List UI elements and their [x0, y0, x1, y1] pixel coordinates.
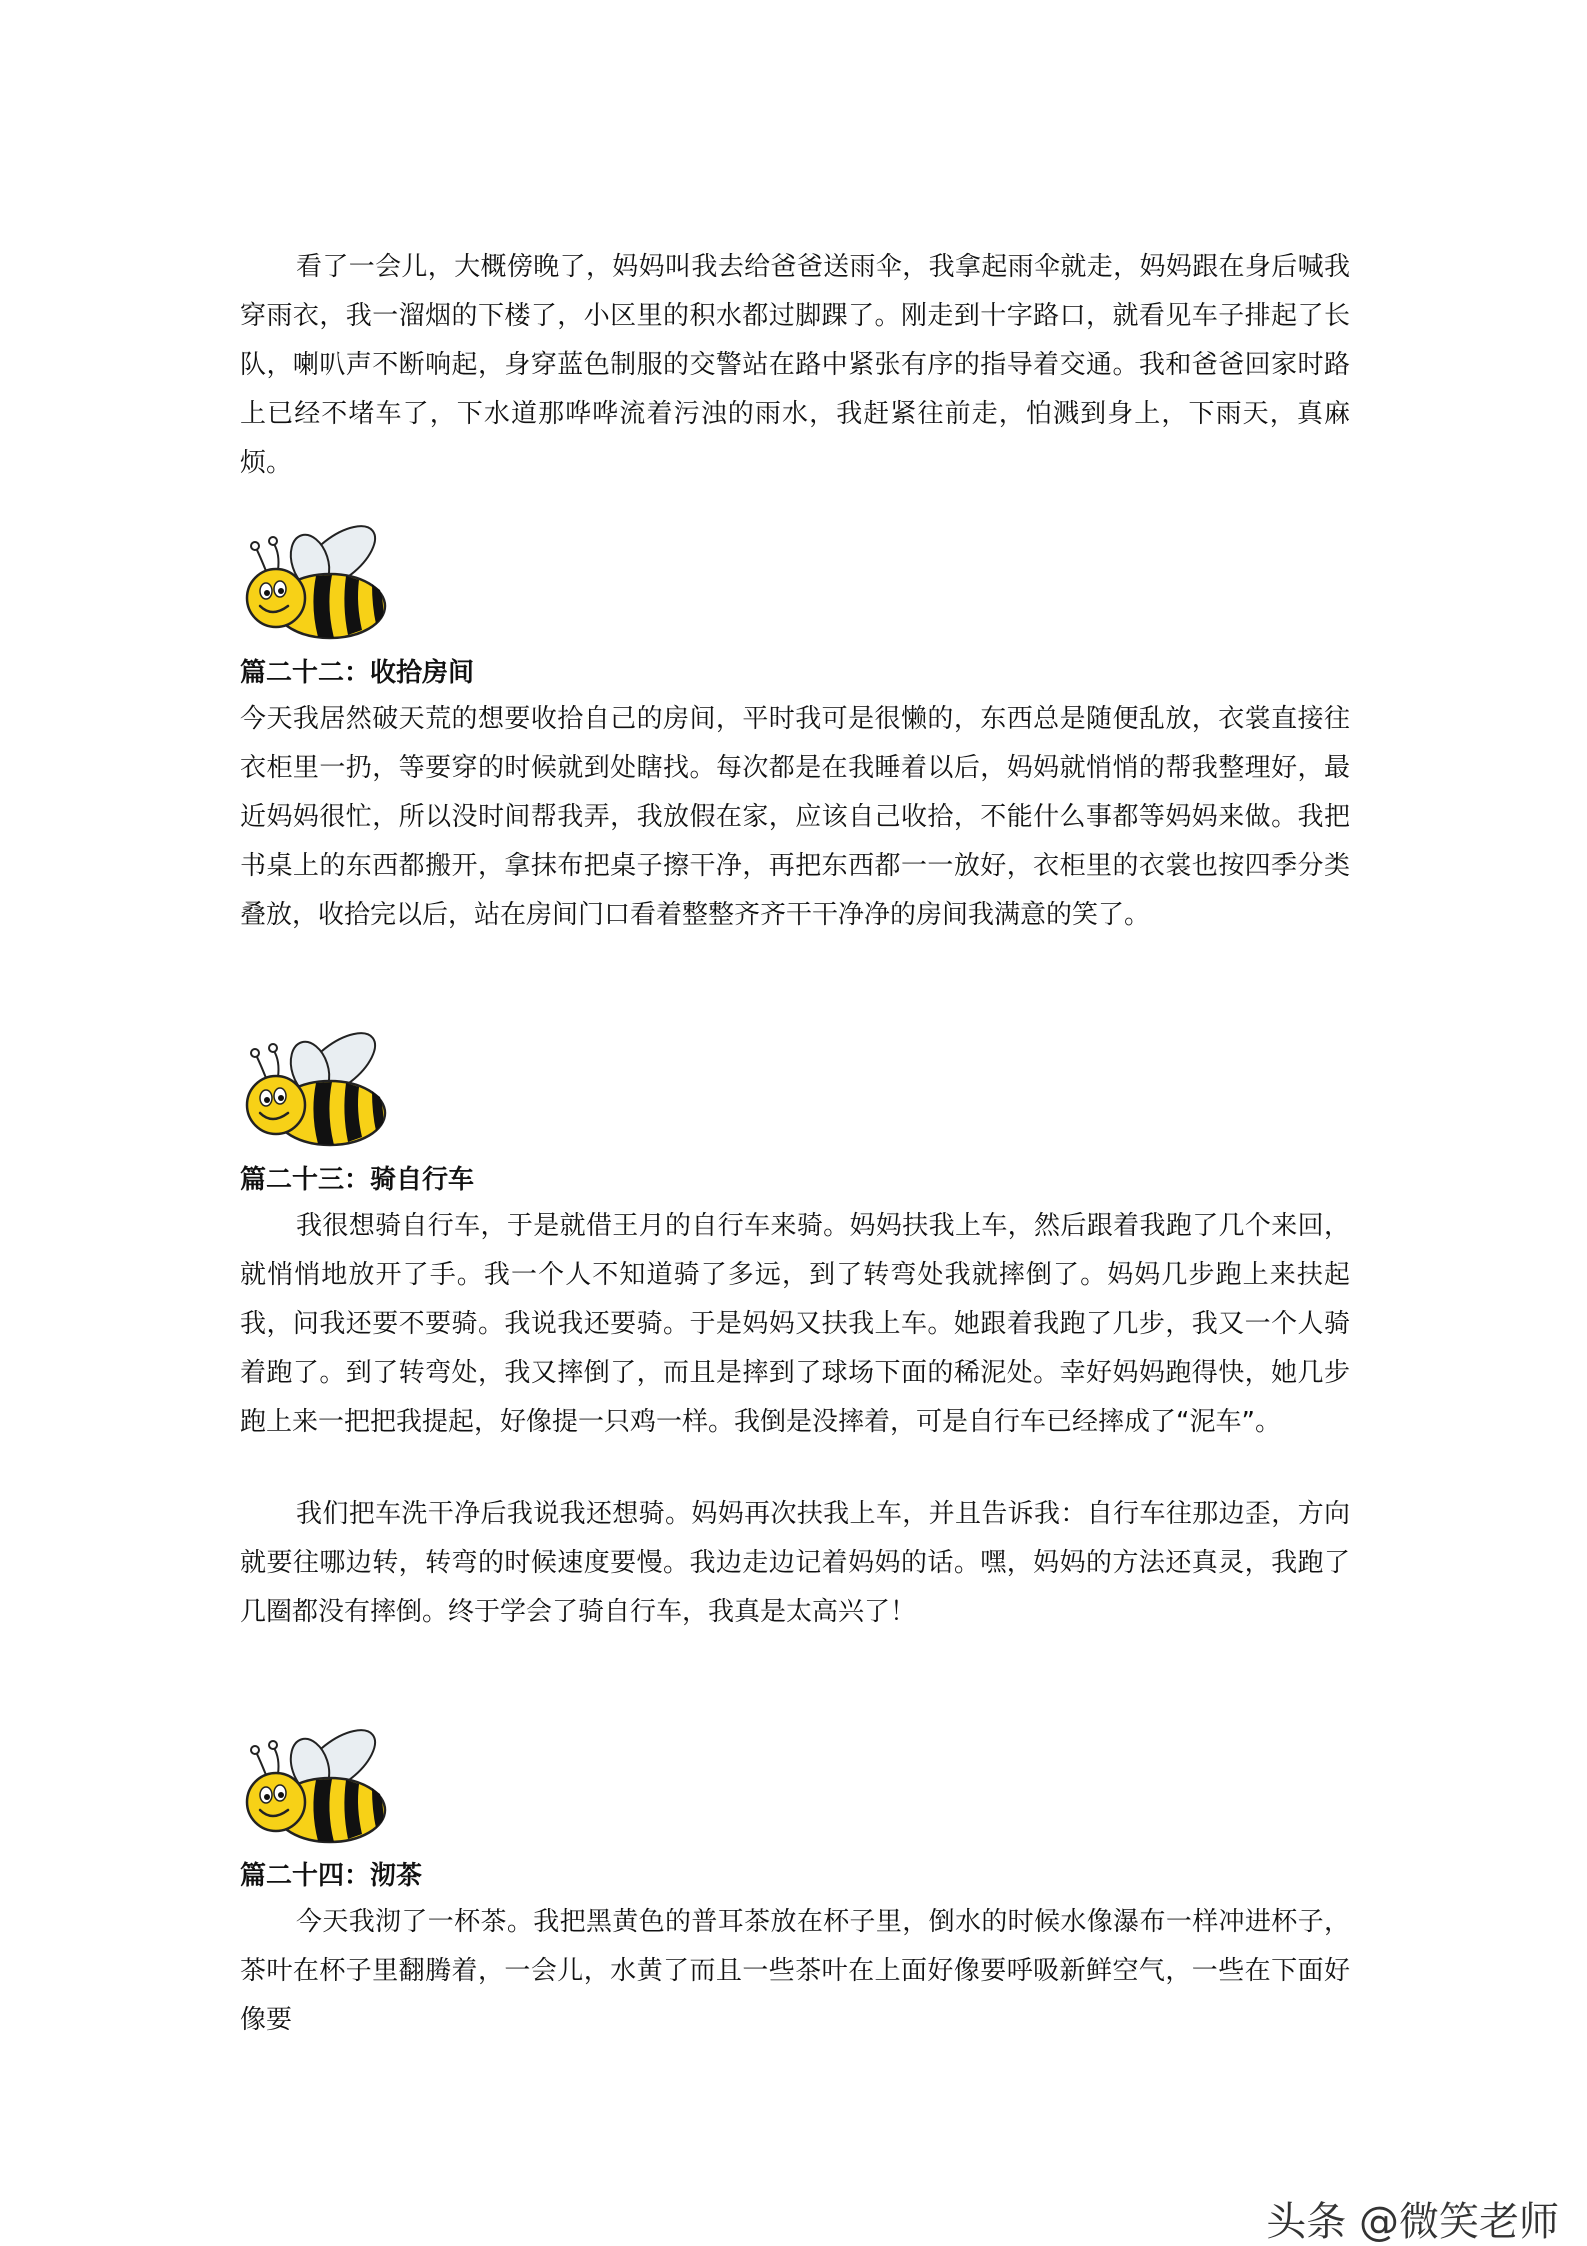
section-heading: 篇二十四：沏茶 — [240, 1861, 423, 1891]
section-paragraph: 我们把车洗干净后我说我还想骑。妈妈再次扶我上车，并且告诉我：自行车往那边歪，方向就要往哪边转，转弯的时候速度要慢。我边走边记着妈妈的话。嘿，妈妈的方法还真灵，我跑了几圈都没有摔倒。终于学会了骑自行车，我真是太高兴了！ — [240, 1499, 1350, 1627]
section-heading: 篇二十三：骑自行车 — [240, 1165, 475, 1195]
bee-icon — [238, 1025, 404, 1149]
intro-paragraph: 看了一会儿，大概傍晚了，妈妈叫我去给爸爸送雨伞，我拿起雨伞就走，妈妈跟在身后喊我穿雨衣，我一溜烟的下楼了，小区里的积水都过脚踝了。刚走到十字路口，就看见车子排起了长队，喇叭声不断响起，身穿蓝色制服的交警站在路中紧张有序的指导着交通。我和爸爸回家时路上已经不堵车了，下水道那哗哗流着污浊的雨水，我赶紧往前走，怕溅到身上，下雨天，真麻烦。 — [240, 252, 1350, 478]
watermark: 头条 @微笑老师 — [1266, 2199, 1559, 2245]
section-paragraph: 今天我居然破天荒的想要收拾自己的房间，平时我可是很懒的，东西总是随便乱放，衣裳直接往衣柜里一扔，等要穿的时候就到处瞎找。每次都是在我睡着以后，妈妈就悄悄的帮我整理好，最近妈妈很忙，所以没时间帮我弄，我放假在家，应该自己收拾，不能什么事都等妈妈来做。我把书桌上的东西都搬开，拿抹布把桌子擦干净，再把东西都一一放好，衣柜里的衣裳也按四季分类叠放，收拾完以后，站在房间门口看着整整齐齐干干净净的房间我满意的笑了。 — [240, 704, 1350, 930]
bee-icon — [238, 518, 404, 642]
bee-icon — [238, 1722, 404, 1846]
section-paragraph: 今天我沏了一杯茶。我把黑黄色的普耳茶放在杯子里，倒水的时候水像瀑布一样冲进杯子，茶叶在杯子里翻腾着，一会儿，水黄了而且一些茶叶在上面好像要呼吸新鲜空气，一些在下面好像要 — [240, 1907, 1350, 2035]
section-paragraph: 我很想骑自行车，于是就借王月的自行车来骑。妈妈扶我上车，然后跟着我跑了几个来回，就悄悄地放开了手。我一个人不知道骑了多远，到了转弯处我就摔倒了。妈妈几步跑上来扶起我，问我还要不要骑。我说我还要骑。于是妈妈又扶我上车。她跟着我跑了几步，我又一个人骑着跑了。到了转弯处，我又摔倒了，而且是摔到了球场下面的稀泥处。幸好妈妈跑得快，她几步跑上来一把把我提起，好像提一只鸡一样。我倒是没摔着，可是自行车已经摔成了“泥车”。 — [240, 1211, 1350, 1437]
section-heading: 篇二十二：收拾房间 — [240, 658, 475, 688]
